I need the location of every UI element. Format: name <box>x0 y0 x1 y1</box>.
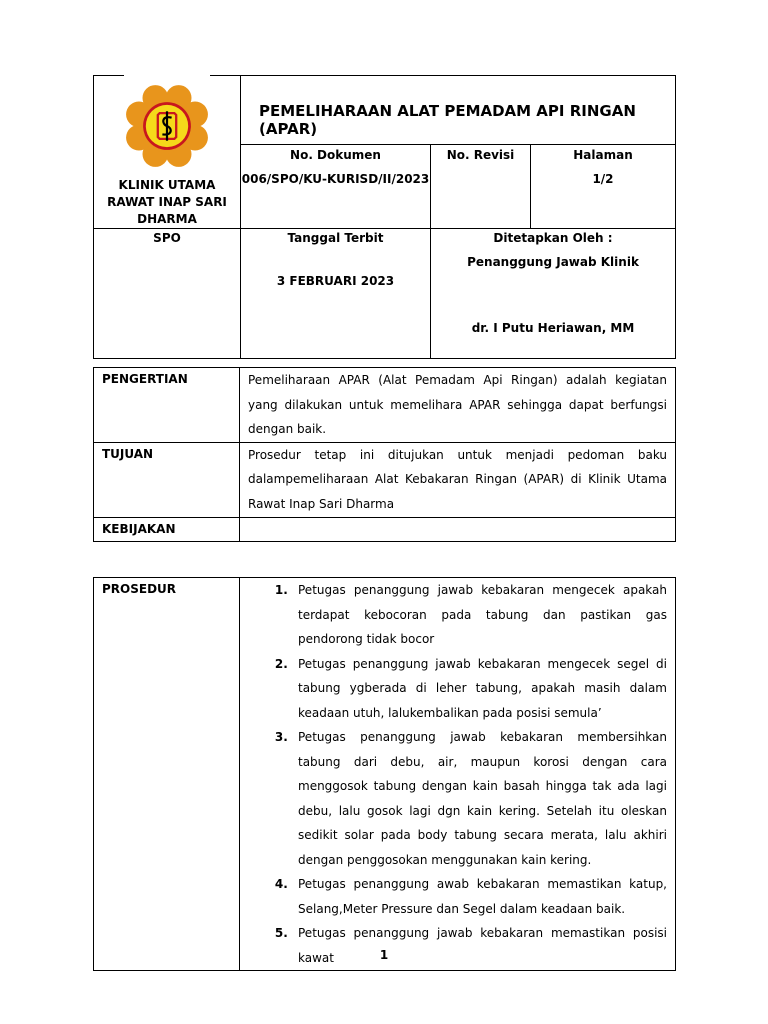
approved-by-name: dr. I Putu Heriawan, MM <box>471 321 635 335</box>
page-value: 1/2 <box>592 171 614 186</box>
approved-by-role: Penanggung Jawab Klinik <box>467 255 639 269</box>
approved-by-label: Ditetapkan Oleh : <box>493 231 613 245</box>
prosedur-label: PROSEDUR <box>94 578 240 971</box>
pengertian-label: PENGERTIAN <box>94 368 240 443</box>
document-title: PEMELIHARAAN ALAT PEMADAM API RINGAN (APAR) <box>259 102 636 138</box>
procedure-table <box>93 577 676 971</box>
issue-date-value: 3 FEBRUARI 2023 <box>276 274 395 288</box>
procedure-steps-list <box>240 578 675 970</box>
issue-date-cell <box>241 229 431 359</box>
approval-cell <box>431 229 676 359</box>
procedure-step: 1. Petugas penanggung jawab kebakaran mengecek apakah terdapat kebocoran pada tabung dan pastikan gas pendorong tidak bocor <box>292 578 667 652</box>
doc-number-value: 006/SPO/KU-KURISD/II/2023 <box>241 171 430 186</box>
clinic-logo <box>121 80 213 172</box>
procedure-step: 2. Petugas penanggung jawab kebakaran mengecek segel di tabung ygberada di leher tabung, apakah masih dalam keadaan utuh, lalukembalikan pada posisi semula’ <box>292 652 667 726</box>
definition-table <box>93 367 676 542</box>
kebijakan-text <box>240 517 676 541</box>
header-table <box>93 75 676 359</box>
page-label: Halaman <box>573 147 633 162</box>
page-cell <box>531 144 676 228</box>
page-number: 1 <box>379 948 389 962</box>
prosedur-steps-cell <box>240 578 676 971</box>
doc-number-cell <box>241 144 431 228</box>
procedure-step: 5. Petugas penanggung jawab kebakaran memastikan posisi kawat <box>292 921 667 970</box>
clinic-name: KLINIK UTAMA RAWAT INAP SARI DHARMA <box>107 178 227 226</box>
revision-label: No. Revisi <box>446 147 515 162</box>
issue-date-label: Tanggal Terbit <box>287 231 384 245</box>
title-cell <box>241 76 676 145</box>
procedure-step: 4. Petugas penanggung awab kebakaran memastikan katup, Selang,Meter Pressure dan Segel dalam keadaan baik. <box>292 872 667 921</box>
spo-label: SPO <box>153 231 181 245</box>
spo-cell <box>94 229 241 359</box>
tujuan-text: Prosedur tetap ini ditujukan untuk menjadi pedoman baku dalampemeliharaan Alat Kebakaran Ringan (APAR) di Klinik Utama Rawat Inap Sari Dharma <box>240 442 676 517</box>
doc-number-label: No. Dokumen <box>290 147 381 162</box>
tujuan-label: TUJUAN <box>94 442 240 517</box>
kebijakan-label: KEBIJAKAN <box>94 517 240 541</box>
revision-cell <box>431 144 531 228</box>
logo-cell <box>94 76 241 229</box>
procedure-step: 3. Petugas penanggung jawab kebakaran membersihkan tabung dari debu, air, maupun korosi dengan cara menggosok tabung dengan kain basah hingga tak ada lagi debu, lalu gosok lagi dgn kain kering. Setelah itu oleskan sedikit solar pada body tabung secara merata, lalu akhiri dengan penggosokan menggunakan kain kering. <box>292 725 667 872</box>
pengertian-text: Pemeliharaan APAR (Alat Pemadam Api Ringan) adalah kegiatan yang dilakukan untuk memelihara APAR sehingga dapat berfungsi dengan baik. <box>240 368 676 443</box>
